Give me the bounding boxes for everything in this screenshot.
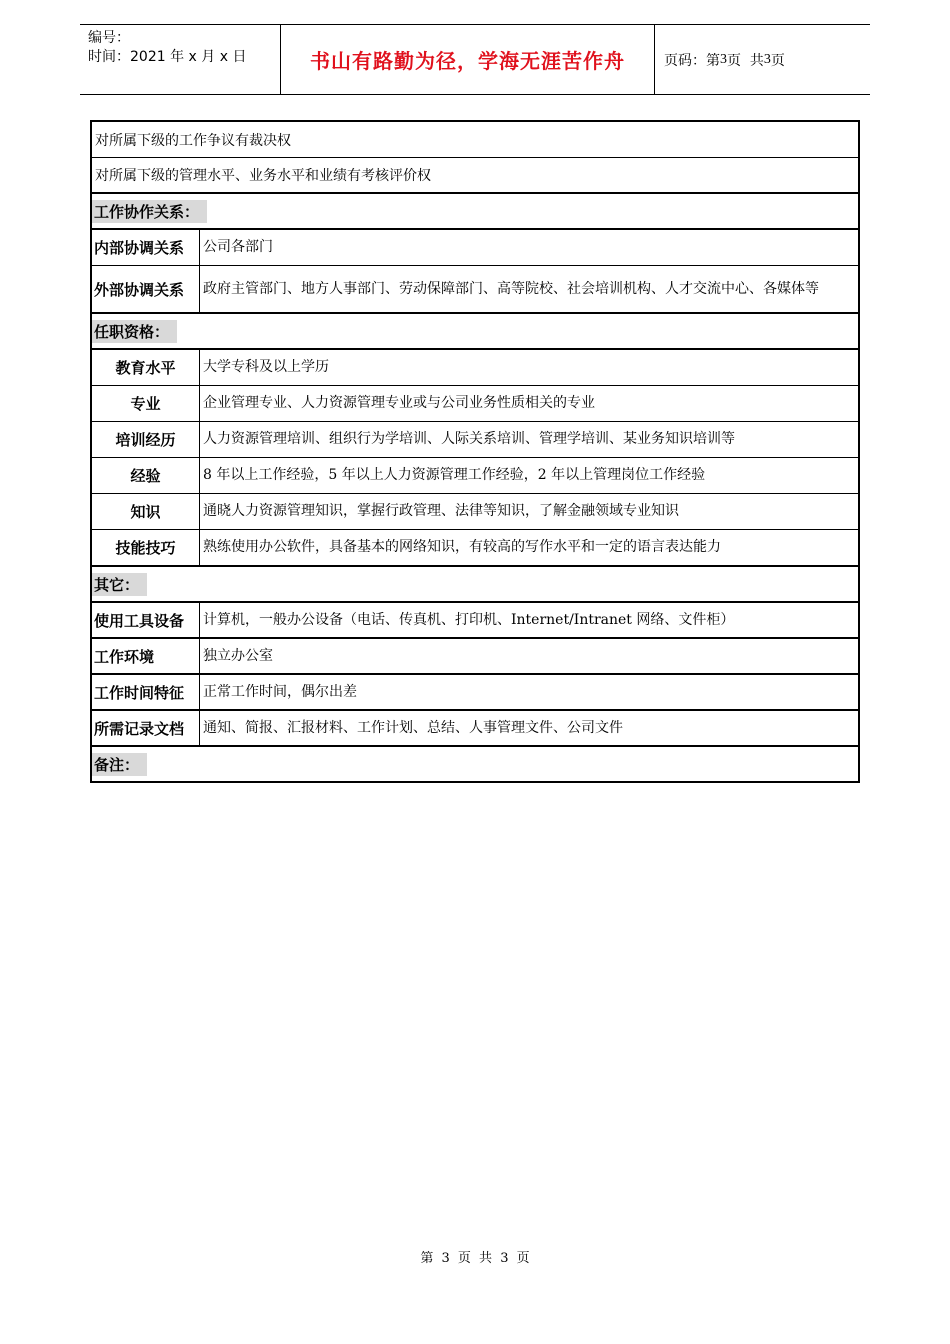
page-suffix: 页 xyxy=(770,52,785,69)
row-label: 专业 xyxy=(92,386,200,421)
section-header-remarks xyxy=(92,747,858,783)
header-divider xyxy=(654,25,655,94)
section-title: 工作协作关系： xyxy=(92,200,207,223)
header-meta xyxy=(88,29,246,67)
authority-text: 对所属下级的管理水平、业务水平和业绩有考核评价权 xyxy=(95,168,431,184)
document-time-label: 时间：2021 年 x 月 x 日 xyxy=(88,49,247,65)
row-label: 使用工具设备 xyxy=(92,603,200,637)
section-title: 备注： xyxy=(92,753,147,776)
row-value: 公司各部门 xyxy=(203,239,273,255)
table-row xyxy=(92,530,858,567)
table-row xyxy=(92,266,858,314)
row-value: 人力资源管理培训、组织行为学培训、人际关系培训、管理学培训、某业务知识培训等 xyxy=(203,431,735,447)
authority-row xyxy=(92,158,858,194)
document-number-label: 编号： xyxy=(88,30,130,46)
authority-row xyxy=(92,122,858,158)
row-value: 熟练使用办公软件，具备基本的网络知识，有较高的写作水平和一定的语言表达能力 xyxy=(203,539,721,555)
header-motto: 书山有路勤为径，学海无涯苦作舟 xyxy=(310,49,625,73)
section-title: 其它： xyxy=(92,573,147,596)
row-label: 工作时间特征 xyxy=(92,675,200,709)
section-header-other xyxy=(92,567,858,603)
page-total: 3 xyxy=(763,51,771,67)
row-label: 工作环境 xyxy=(92,639,200,673)
authority-text: 对所属下级的工作争议有裁决权 xyxy=(95,132,291,149)
table-row xyxy=(92,230,858,266)
row-value: 独立办公室 xyxy=(203,647,273,664)
row-label: 所需记录文档 xyxy=(92,711,200,745)
row-value: 计算机，一般办公设备（电话、传真机、打印机、Internet/Intranet 网络、文件柜） xyxy=(203,611,735,628)
row-label: 技能技巧 xyxy=(92,530,200,565)
row-value: 通知、简报、汇报材料、工作计划、总结、人事管理文件、公司文件 xyxy=(203,719,623,736)
row-value: 通晓人力资源管理知识，掌握行政管理、法律等知识，了解金融领域专业知识 xyxy=(203,503,679,519)
row-label: 教育水平 xyxy=(92,350,200,385)
row-label: 知识 xyxy=(92,494,200,529)
row-label: 外部协调关系 xyxy=(92,266,200,312)
page-footer: 第 3 页 共 3 页 xyxy=(420,1251,530,1266)
job-description-table xyxy=(90,120,860,783)
row-value: 政府主管部门、地方人事部门、劳动保障部门、高等院校、社会培训机构、人才交流中心、各媒体等 xyxy=(203,280,819,297)
section-header-cooperation xyxy=(92,194,858,230)
table-row xyxy=(92,422,858,458)
table-row xyxy=(92,458,858,494)
table-row xyxy=(92,711,858,747)
row-label: 培训经历 xyxy=(92,422,200,457)
page-mid: 页 共 xyxy=(727,52,764,69)
table-row xyxy=(92,675,858,711)
row-label: 内部协调关系 xyxy=(92,230,200,265)
table-row xyxy=(92,350,858,386)
header-page-info xyxy=(664,25,785,94)
table-row xyxy=(92,494,858,530)
section-title: 任职资格： xyxy=(92,320,177,343)
row-label: 经验 xyxy=(92,458,200,493)
row-value: 大学专科及以上学历 xyxy=(203,359,329,375)
row-value: 8 年以上工作经验，5 年以上人力资源管理工作经验，2 年以上管理岗位工作经验 xyxy=(203,467,706,483)
table-row xyxy=(92,603,858,639)
row-value: 企业管理专业、人力资源管理专业或与公司业务性质相关的专业 xyxy=(203,395,595,411)
table-row xyxy=(92,639,858,675)
section-header-qualifications xyxy=(92,314,858,350)
table-row xyxy=(92,386,858,422)
row-value: 正常工作时间，偶尔出差 xyxy=(203,683,357,700)
page-header xyxy=(80,24,870,95)
page-current: 3 xyxy=(720,51,727,67)
page-prefix: 页码：第 xyxy=(664,52,720,69)
